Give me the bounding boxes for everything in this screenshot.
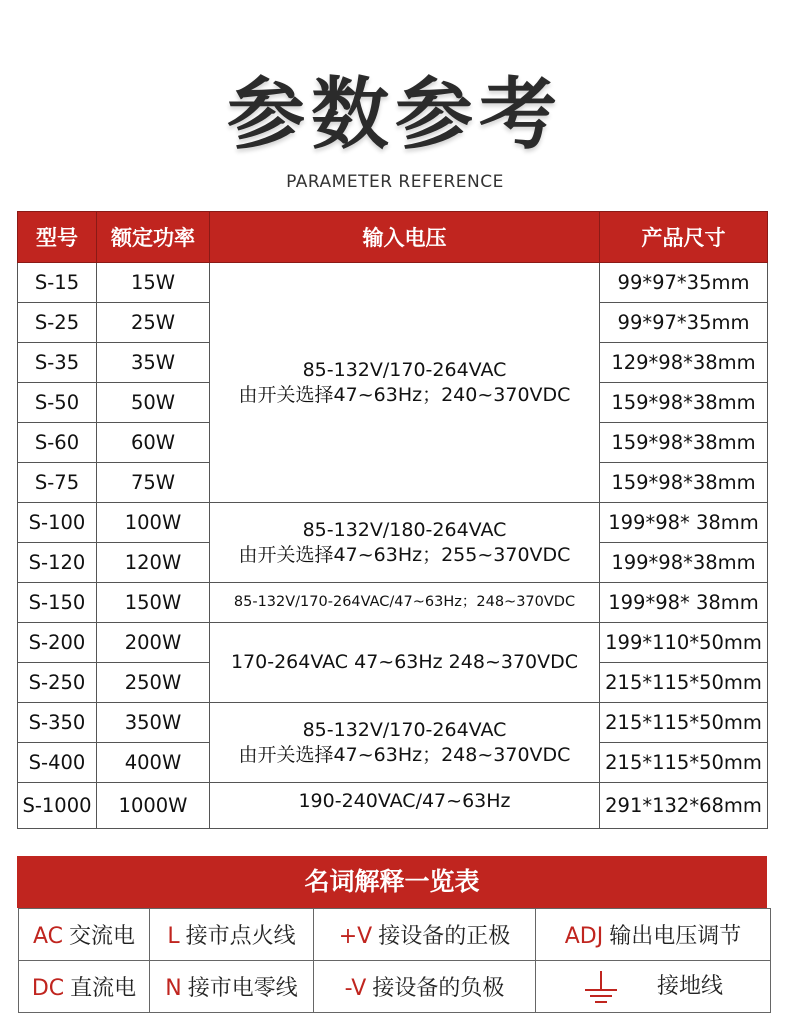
voltage-cell [210, 503, 600, 583]
power-cell: 150W [97, 583, 210, 623]
glossary-abbr: DC [31, 976, 65, 1001]
glossary-title: 名词解释一览表 [17, 856, 767, 908]
voltage-cell: 85-132V/170-264VAC/47~63Hz；248~370VDC [210, 583, 600, 623]
glossary-abbr: ADJ [564, 924, 604, 949]
glossary-item-ground [536, 961, 771, 1013]
voltage-line-2: 由开关选择47~63Hz；240~370VDC [238, 383, 571, 406]
size-cell: 129*98*38mm [600, 343, 768, 383]
column-header-power: 额定功率 [97, 212, 210, 263]
size-cell: 199*98* 38mm [600, 583, 768, 623]
voltage-cell [210, 263, 600, 503]
voltage-line-1: 85-132V/170-264VAC [302, 718, 507, 741]
glossary-item-minus-v [314, 961, 536, 1013]
glossary-desc: 交流电 [69, 924, 136, 949]
power-cell: 120W [97, 543, 210, 583]
table-row [18, 783, 768, 829]
table-header-row [18, 212, 768, 263]
model-cell: S-150 [18, 583, 97, 623]
glossary-abbr: L [167, 924, 180, 949]
voltage-cell: 170-264VAC 47~63Hz 248~370VDC [210, 623, 600, 703]
glossary-desc: 直流电 [70, 976, 137, 1001]
size-cell: 99*97*35mm [600, 263, 768, 303]
glossary-desc: 接设备的负极 [372, 976, 505, 1001]
size-cell: 99*97*35mm [600, 303, 768, 343]
page-title: 参数参考 [226, 70, 563, 160]
model-cell: S-25 [18, 303, 97, 343]
ground-icon [583, 970, 619, 1004]
power-cell: 250W [97, 663, 210, 703]
power-cell: 1000W [97, 783, 210, 829]
power-cell: 400W [97, 743, 210, 783]
power-cell: 350W [97, 703, 210, 743]
power-cell: 60W [97, 423, 210, 463]
voltage-cell [210, 703, 600, 783]
size-cell: 215*115*50mm [600, 703, 768, 743]
glossary-abbr: -V [344, 976, 367, 1001]
model-cell: S-100 [18, 503, 97, 543]
glossary-section [17, 856, 767, 1013]
table-row [18, 503, 768, 543]
model-cell: S-35 [18, 343, 97, 383]
voltage-line-2: 由开关选择47~63Hz；248~370VDC [238, 743, 571, 766]
model-cell: S-350 [18, 703, 97, 743]
glossary-item-adj [536, 909, 771, 961]
model-cell: S-250 [18, 663, 97, 703]
model-cell: S-15 [18, 263, 97, 303]
table-row [18, 703, 768, 743]
glossary-item-dc [19, 961, 150, 1013]
size-cell: 199*110*50mm [600, 623, 768, 663]
power-cell: 35W [97, 343, 210, 383]
glossary-abbr: AC [32, 924, 63, 949]
voltage-cell: 190-240VAC/47~63Hz [210, 783, 600, 829]
size-cell: 215*115*50mm [600, 663, 768, 703]
glossary-item-l [150, 909, 314, 961]
page-subtitle: PARAMETER REFERENCE [286, 172, 504, 192]
table-row [18, 263, 768, 303]
model-cell: S-400 [18, 743, 97, 783]
glossary-table [18, 908, 771, 1013]
size-cell: 159*98*38mm [600, 463, 768, 503]
parameter-table [17, 211, 768, 829]
glossary-abbr: N [165, 976, 182, 1001]
size-cell: 159*98*38mm [600, 383, 768, 423]
table-row [18, 623, 768, 663]
table-row [18, 583, 768, 623]
model-cell: S-120 [18, 543, 97, 583]
column-header-model: 型号 [18, 212, 97, 263]
glossary-desc: 接市点火线 [185, 924, 296, 949]
power-cell: 200W [97, 623, 210, 663]
power-cell: 100W [97, 503, 210, 543]
power-cell: 75W [97, 463, 210, 503]
glossary-item-n [150, 961, 314, 1013]
glossary-row [19, 961, 771, 1013]
model-cell: S-50 [18, 383, 97, 423]
glossary-abbr: +V [338, 924, 373, 949]
glossary-item-ac [19, 909, 150, 961]
voltage-line-1: 85-132V/180-264VAC [302, 518, 507, 541]
size-cell: 199*98* 38mm [600, 503, 768, 543]
glossary-row [19, 909, 771, 961]
power-cell: 25W [97, 303, 210, 343]
size-cell: 159*98*38mm [600, 423, 768, 463]
column-header-size: 产品尺寸 [600, 212, 768, 263]
size-cell: 291*132*68mm [600, 783, 768, 829]
model-cell: S-60 [18, 423, 97, 463]
voltage-line-1: 85-132V/170-264VAC [302, 358, 507, 381]
power-cell: 50W [97, 383, 210, 423]
column-header-input-voltage: 输入电压 [210, 212, 600, 263]
model-cell: S-200 [18, 623, 97, 663]
size-cell: 199*98*38mm [600, 543, 768, 583]
glossary-desc: 输出电压调节 [609, 924, 742, 949]
model-cell: S-75 [18, 463, 97, 503]
power-cell: 15W [97, 263, 210, 303]
voltage-line-2: 由开关选择47~63Hz；255~370VDC [238, 543, 571, 566]
size-cell: 215*115*50mm [600, 743, 768, 783]
glossary-desc: 接设备的正极 [378, 924, 511, 949]
glossary-desc: 接市电零线 [187, 976, 298, 1001]
glossary-item-plus-v [314, 909, 536, 961]
glossary-desc: 接地线 [656, 974, 723, 999]
model-cell: S-1000 [18, 783, 97, 829]
